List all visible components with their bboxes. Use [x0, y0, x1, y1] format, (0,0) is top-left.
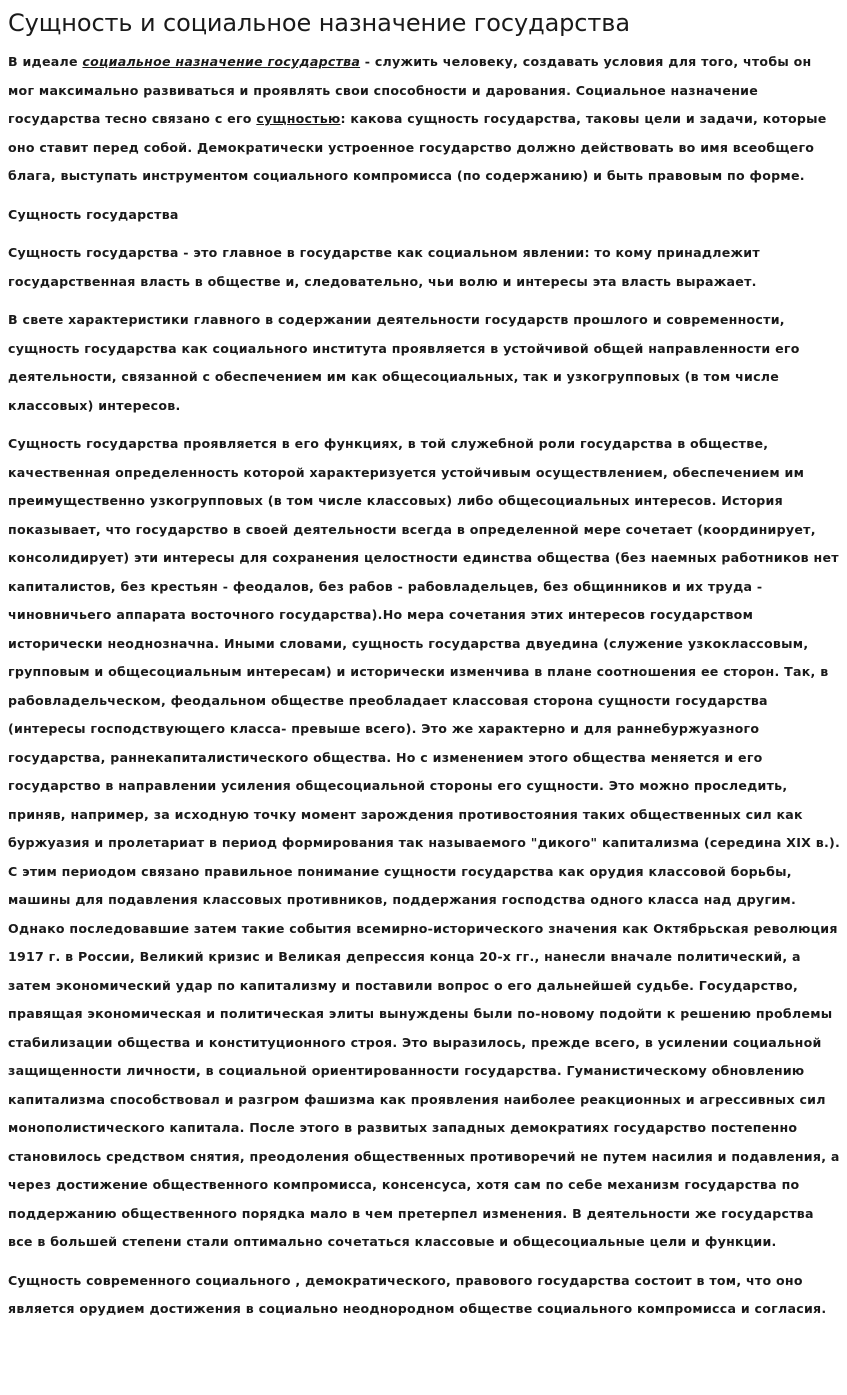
intro-paragraph	[8, 48, 841, 191]
definition-paragraph: Сущность государства - это главное в государстве как социальном явлении: то кому принадлежит государственная власть в обществе и, следовательно, чьи волю и интересы эта власть выражает.	[8, 245, 760, 289]
social-purpose-term-link[interactable]: социальное назначение государства	[82, 54, 361, 69]
characteristics-paragraph: В свете характеристики главного в содержании деятельности государств прошлого и современности, сущность государства как социального института проявляется в устойчивой общей направленности его деятельности, связанной с обеспечением им как общесоциальных, так и узкогрупповых (в том числе классовых) интересов.	[8, 312, 800, 413]
essence-link[interactable]: сущностью	[256, 111, 341, 126]
intro-text-middle: - служить человеку, создавать условия для того, чтобы он мог максимально развиваться и проявлять свои способности и дарования. Социальное назначение государства тесно связано с его	[8, 54, 812, 126]
functions-paragraph: Сущность государства проявляется в его функциях, в той служебной роли государства в обществе, качественная определенность которой характеризуется устойчивым осуществлением, обеспечением им преимущественно узкогрупповых (в том числе классовых) либо общесоциальных интересов. История показывает, что государство в своей деятельности всегда в определенной мере сочетает (координирует, консолидирует) эти интересы для сохранения целостности единства общества (без наемных работников нет капиталистов, без крестьян - феодалов, без рабов - рабовладельцев, без общинников и их труда - чиновничьего аппарата восточного государства).Но мера сочетания этих интересов государством исторически неоднозначна. Иными словами, сущность государства двуедина (служение узкоклассовым, групповым и общесоциальным интересам) и исторически изменчива в плане соотношения ее сторон. Так, в рабовладельческом, феодальном обществе преобладает классовая сторона сущности государства (интересы господствующего класса- превыше всего). Это же характерно и для раннебуржуазного государства, раннекапиталистического общества. Но с изменением этого общества меняется и его государство в направлении усиления общесоциальной стороны его сущности. Это можно проследить, приняв, например, за исходную точку момент зарождения противостояния таких общественных сил как буржуазия и пролетариат в период формирования так называемого "дикого" капитализма (середина XIX в.). С этим периодом связано правильное понимание сущности государства как орудия классовой борьбы, машины для подавления классовых противников, поддержания господства одного класса над другим. Однако последовавшие затем такие события всемирно-исторического значения как Октябрьская революция 1917 г. в России, Великий кризис и Великая депрессия конца 20-х гг., нанесли вначале политический, а затем экономический удар по капитализму и поставили вопрос о его дальнейшей судьбе. Государство, правящая экономическая и политическая элиты вынуждены были по-новому подойти к решению проблемы стабилизации общества и конституционного строя. Это выразилось, прежде всего, в усилении социальной защищенности личности, в социальной ориентированности государства. Гуманистическому обновлению капитализма способствовал и разгром фашизма как проявления наиболее реакционных и агрессивных сил монополистического капитала. После этого в развитых западных демократиях государство постепенно становилось средством снятия, преодоления общественных противоречий не путем насилия и подавления, а через достижение общественного компромисса, консенсуса, хотя сам по себе механизм государства по поддержанию общественного порядка мало в чем претерпел изменения. В деятельности же государства все в большей степени стали оптимально сочетаться классовые и общесоциальные цели и функции.	[8, 436, 841, 1249]
modern-state-paragraph: Сущность современного социального , демократического, правового государства состоит в том, что оно является орудием достижения в социально неоднородном обществе социального компромисса и согласия.	[8, 1272, 827, 1316]
page-title: Сущность и социальное назначение государства	[8, 9, 630, 37]
section-subheading: Сущность государства	[8, 206, 179, 222]
intro-text-end: : какова сущность государства, таковы цели и задачи, которые оно ставит перед собой. Демократически устроенное государство должно действовать во имя всеобщего блага, выступать инструментом социального компромисса (по содержанию) и быть правовым по форме.	[8, 111, 827, 183]
intro-text-start: В идеале	[8, 54, 83, 69]
